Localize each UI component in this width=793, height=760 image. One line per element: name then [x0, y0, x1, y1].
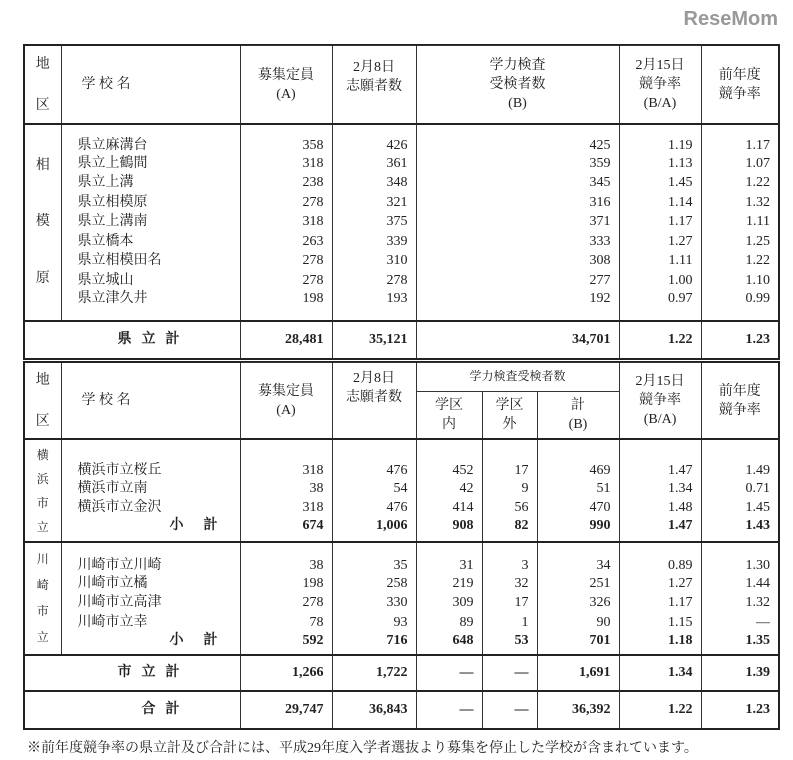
- capacity: 358: [240, 124, 332, 154]
- in-district: 414: [416, 499, 482, 519]
- examinees: 277: [416, 271, 619, 291]
- prev-ratio: 1.22: [701, 174, 779, 194]
- table-row: [24, 213, 779, 233]
- ratio: 1.22: [619, 321, 701, 359]
- header-region: [24, 362, 61, 439]
- capacity: 674: [240, 518, 332, 542]
- header-line: 地: [35, 372, 50, 388]
- applicants: 321: [332, 193, 416, 213]
- region-char: 川: [36, 552, 49, 567]
- out-district: 9: [482, 479, 537, 499]
- header-prev-ratio: [701, 362, 779, 439]
- table-row: [24, 499, 779, 519]
- grand-total-row: [24, 691, 779, 729]
- ratio: 1.27: [619, 574, 701, 594]
- watermark-logo: ReseMom: [683, 8, 778, 30]
- header-capacity: [240, 362, 332, 439]
- applicants: 330: [332, 594, 416, 614]
- table-row: [24, 154, 779, 174]
- city-total-row: [24, 655, 779, 691]
- total-label: 合計: [24, 691, 240, 729]
- total-row: [24, 321, 779, 359]
- header-school: 学 校 名: [61, 45, 240, 124]
- school-name: 川崎市立橘: [61, 574, 240, 594]
- out-district: —: [482, 655, 537, 691]
- region-sagamihara: [24, 124, 61, 321]
- header-line: 区: [35, 413, 50, 429]
- prev-ratio: 1.23: [701, 691, 779, 729]
- table-row: [24, 613, 779, 633]
- examinees: 36,392: [537, 691, 619, 729]
- subtotal-row: [24, 518, 779, 542]
- capacity: 318: [240, 499, 332, 519]
- examinees: 333: [416, 232, 619, 252]
- header-applicants: [332, 362, 416, 439]
- school-name: 県立津久井: [61, 291, 240, 321]
- header-in-district: [416, 391, 482, 439]
- region-char: 立: [36, 519, 49, 534]
- municipal-schools-table: [23, 361, 780, 730]
- school-name: 川崎市立幸: [61, 613, 240, 633]
- in-district: 89: [416, 613, 482, 633]
- capacity: 1,266: [240, 655, 332, 691]
- examinees: 34,701: [416, 321, 619, 359]
- capacity: 318: [240, 154, 332, 174]
- applicants: 93: [332, 613, 416, 633]
- prev-ratio: 0.99: [701, 291, 779, 321]
- applicants: 36,843: [332, 691, 416, 729]
- header-line: 2月8日: [353, 60, 395, 75]
- region-char: 市: [36, 604, 49, 619]
- school-name: 県立麻溝台: [61, 124, 240, 154]
- capacity: 38: [240, 542, 332, 574]
- region-kawasaki: [24, 542, 61, 655]
- out-district: 17: [482, 594, 537, 614]
- header-line: (A): [276, 86, 296, 102]
- out-district: 17: [482, 439, 537, 479]
- capacity: 198: [240, 291, 332, 321]
- header-examinees: [416, 45, 619, 124]
- ratio: 1.45: [619, 174, 701, 194]
- header-line: 区: [35, 97, 50, 113]
- table-row: [24, 271, 779, 291]
- header-line: (B/A): [643, 412, 677, 427]
- ratio: 1.34: [619, 655, 701, 691]
- ratio: 1.14: [619, 193, 701, 213]
- applicants: 339: [332, 232, 416, 252]
- header-line: 競争率: [718, 402, 761, 418]
- school-name: 県立上鶴間: [61, 154, 240, 174]
- region-char: 相: [35, 157, 50, 173]
- prev-ratio: 1.10: [701, 271, 779, 291]
- region-char: 原: [35, 270, 50, 286]
- header-line: 志願者数: [346, 390, 402, 405]
- school-name: 県立上溝南: [61, 213, 240, 233]
- examinees: 326: [537, 594, 619, 614]
- examinees: 1,691: [537, 655, 619, 691]
- table-row: [24, 291, 779, 321]
- capacity: 238: [240, 174, 332, 194]
- out-district: 53: [482, 633, 537, 655]
- header-line: 外: [502, 416, 517, 432]
- header-line: 受検者数: [489, 77, 546, 92]
- examinees: 316: [416, 193, 619, 213]
- header-row: [24, 362, 779, 391]
- examinees: 90: [537, 613, 619, 633]
- header-line: 計: [571, 397, 586, 413]
- in-district: 219: [416, 574, 482, 594]
- header-row: [24, 45, 779, 124]
- capacity: 278: [240, 271, 332, 291]
- header-sum: [537, 391, 619, 439]
- header-examinees: 学力検査受検者数: [416, 362, 619, 391]
- applicants: 1,006: [332, 518, 416, 542]
- examinees: 192: [416, 291, 619, 321]
- header-line: 前年度: [718, 67, 761, 83]
- prev-ratio: 1.45: [701, 499, 779, 519]
- region-char: 浜: [36, 471, 49, 486]
- in-district: 309: [416, 594, 482, 614]
- in-district: —: [416, 691, 482, 729]
- ratio: 1.34: [619, 479, 701, 499]
- applicants: 476: [332, 499, 416, 519]
- footnote: ※前年度競争率の県立計及び合計には、平成29年度入学者選抜より募集を停止した学校が含まれています。: [27, 741, 698, 756]
- examinees: 34: [537, 542, 619, 574]
- header-line: 学区: [435, 397, 463, 413]
- header-line: 募集定員: [258, 67, 314, 83]
- applicants: 310: [332, 252, 416, 272]
- school-name: 川崎市立高津: [61, 594, 240, 614]
- header-ratio: [619, 362, 701, 439]
- school-name: 県立橋本: [61, 232, 240, 252]
- ratio: 1.17: [619, 594, 701, 614]
- ratio: 0.97: [619, 291, 701, 321]
- applicants: 278: [332, 271, 416, 291]
- examinees: 359: [416, 154, 619, 174]
- prev-ratio: 1.11: [701, 213, 779, 233]
- prefectural-schools-table: [23, 44, 780, 360]
- school-name: 横浜市立金沢: [61, 499, 240, 519]
- prev-ratio: 1.32: [701, 594, 779, 614]
- header-region: [24, 45, 61, 124]
- applicants: 35,121: [332, 321, 416, 359]
- total-label: 県立計: [24, 321, 240, 359]
- capacity: 38: [240, 479, 332, 499]
- applicants: 35: [332, 542, 416, 574]
- school-name: 川崎市立川崎: [61, 542, 240, 574]
- prev-ratio: 1.43: [701, 518, 779, 542]
- applicants: 348: [332, 174, 416, 194]
- header-line: 前年度: [718, 383, 761, 399]
- header-out-district: [482, 391, 537, 439]
- examinees: 371: [416, 213, 619, 233]
- region-char: 市: [36, 495, 49, 510]
- capacity: 198: [240, 574, 332, 594]
- table-row: [24, 479, 779, 499]
- in-district: 908: [416, 518, 482, 542]
- ratio: 1.13: [619, 154, 701, 174]
- applicants: 1,722: [332, 655, 416, 691]
- ratio: 1.47: [619, 439, 701, 479]
- applicants: 361: [332, 154, 416, 174]
- capacity: 263: [240, 232, 332, 252]
- examinees: 51: [537, 479, 619, 499]
- out-district: 3: [482, 542, 537, 574]
- header-school: 学 校 名: [61, 362, 240, 439]
- school-name: 県立上溝: [61, 174, 240, 194]
- ratio: 1.17: [619, 213, 701, 233]
- in-district: 452: [416, 439, 482, 479]
- prev-ratio: 1.30: [701, 542, 779, 574]
- header-prev-ratio: [701, 45, 779, 124]
- header-line: (B): [568, 416, 588, 432]
- prev-ratio: 1.17: [701, 124, 779, 154]
- ratio: 1.47: [619, 518, 701, 542]
- ratio: 0.89: [619, 542, 701, 574]
- total-label: 市立計: [24, 655, 240, 691]
- header-line: 2月15日: [635, 374, 685, 389]
- region-char: 崎: [36, 578, 49, 593]
- capacity: 592: [240, 633, 332, 655]
- out-district: 1: [482, 613, 537, 633]
- prev-ratio: 1.23: [701, 321, 779, 359]
- header-capacity: [240, 45, 332, 124]
- prev-ratio: 1.49: [701, 439, 779, 479]
- capacity: 278: [240, 594, 332, 614]
- header-line: 2月15日: [635, 58, 685, 73]
- subtotal-row: [24, 633, 779, 655]
- capacity: 28,481: [240, 321, 332, 359]
- header-line: 募集定員: [258, 383, 314, 399]
- in-district: 31: [416, 542, 482, 574]
- header-line: (B): [508, 96, 527, 111]
- prev-ratio: —: [701, 613, 779, 633]
- region-yokohama: [24, 439, 61, 542]
- in-district: 648: [416, 633, 482, 655]
- region-char: 立: [36, 630, 49, 645]
- prev-ratio: 1.25: [701, 232, 779, 252]
- school-name: 県立相模田名: [61, 252, 240, 272]
- applicants: 258: [332, 574, 416, 594]
- prev-ratio: 1.35: [701, 633, 779, 655]
- examinees: 701: [537, 633, 619, 655]
- table-row: [24, 574, 779, 594]
- in-district: —: [416, 655, 482, 691]
- header-line: 競争率: [639, 77, 681, 92]
- capacity: 278: [240, 193, 332, 213]
- ratio: 1.19: [619, 124, 701, 154]
- in-district: 42: [416, 479, 482, 499]
- table-row: [24, 542, 779, 574]
- table-row: [24, 124, 779, 154]
- table-row: [24, 174, 779, 194]
- out-district: 32: [482, 574, 537, 594]
- prev-ratio: 0.71: [701, 479, 779, 499]
- header-ratio: [619, 45, 701, 124]
- header-line: 内: [442, 416, 456, 432]
- examinees: 469: [537, 439, 619, 479]
- ratio: 1.15: [619, 613, 701, 633]
- header-line: 志願者数: [346, 79, 402, 94]
- examinees: 990: [537, 518, 619, 542]
- table-row: [24, 439, 779, 479]
- table-row: [24, 232, 779, 252]
- examinees: 308: [416, 252, 619, 272]
- capacity: 29,747: [240, 691, 332, 729]
- applicants: 54: [332, 479, 416, 499]
- school-name: 県立相模原: [61, 193, 240, 213]
- header-applicants: [332, 45, 416, 124]
- examinees: 251: [537, 574, 619, 594]
- school-name: 小計: [61, 633, 240, 655]
- prev-ratio: 1.39: [701, 655, 779, 691]
- prev-ratio: 1.44: [701, 574, 779, 594]
- school-name: 小計: [61, 518, 240, 542]
- examinees: 470: [537, 499, 619, 519]
- ratio: 1.18: [619, 633, 701, 655]
- region-char: 横: [36, 447, 49, 462]
- examinees: 425: [416, 124, 619, 154]
- capacity: 78: [240, 613, 332, 633]
- school-name: 県立城山: [61, 271, 240, 291]
- capacity: 318: [240, 213, 332, 233]
- header-line: 2月8日: [353, 371, 395, 386]
- ratio: 1.27: [619, 232, 701, 252]
- applicants: 716: [332, 633, 416, 655]
- prev-ratio: 1.32: [701, 193, 779, 213]
- header-line: 学力検査: [489, 58, 546, 73]
- ratio: 1.00: [619, 271, 701, 291]
- header-line: (A): [276, 402, 296, 418]
- table-row: [24, 252, 779, 272]
- school-name: 横浜市立桜丘: [61, 439, 240, 479]
- header-line: 競争率: [639, 393, 682, 408]
- applicants: 193: [332, 291, 416, 321]
- header-line: 地: [35, 56, 50, 72]
- prev-ratio: 1.22: [701, 252, 779, 272]
- capacity: 318: [240, 439, 332, 479]
- examinees: 345: [416, 174, 619, 194]
- applicants: 375: [332, 213, 416, 233]
- out-district: 82: [482, 518, 537, 542]
- header-line: 学区: [495, 397, 524, 413]
- header-line: 競争率: [718, 86, 761, 102]
- table-row: [24, 594, 779, 614]
- table-row: [24, 193, 779, 213]
- out-district: —: [482, 691, 537, 729]
- prev-ratio: 1.07: [701, 154, 779, 174]
- school-name: 横浜市立南: [61, 479, 240, 499]
- capacity: 278: [240, 252, 332, 272]
- applicants: 426: [332, 124, 416, 154]
- ratio: 1.48: [619, 499, 701, 519]
- out-district: 56: [482, 499, 537, 519]
- ratio: 1.22: [619, 691, 701, 729]
- applicants: 476: [332, 439, 416, 479]
- ratio: 1.11: [619, 252, 701, 272]
- region-char: 模: [35, 214, 50, 230]
- header-line: (B/A): [643, 96, 677, 111]
